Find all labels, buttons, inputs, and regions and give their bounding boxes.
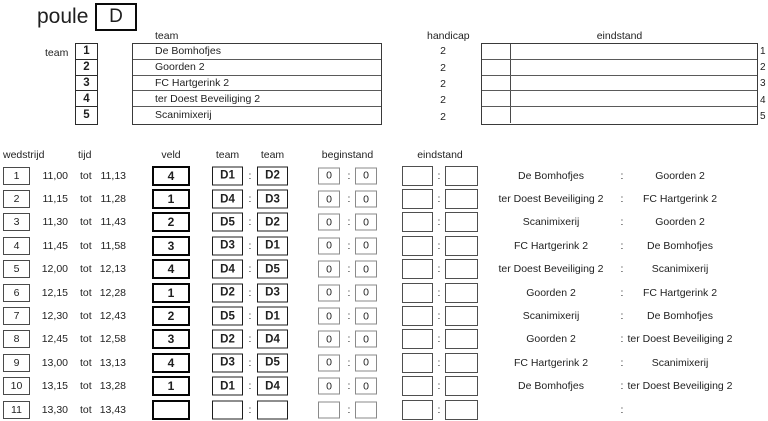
tot-label: tot <box>80 310 92 323</box>
poule-label: poule <box>37 5 89 28</box>
beginstand-colon: : <box>347 263 351 276</box>
home-team-name: Goorden 2 <box>526 286 576 299</box>
tijd-header: tijd <box>78 149 92 161</box>
away-team-name: De Bomhofjes <box>647 239 713 252</box>
eindstand-box-2[interactable] <box>445 166 478 186</box>
team-name-cell[interactable]: FC Hartgerink 2 <box>133 76 381 92</box>
veld-box: 2 <box>152 306 190 326</box>
start-time: 11,30 <box>42 216 68 229</box>
match-number-box: 5 <box>3 260 30 278</box>
matchup-colon: : <box>620 380 624 393</box>
eindstand-box-1[interactable] <box>402 166 433 186</box>
matchup-colon: : <box>620 333 624 346</box>
match-number-box: 8 <box>3 330 30 348</box>
match-number-box: 11 <box>3 401 30 419</box>
eindstand-main-cell[interactable] <box>511 44 757 59</box>
team-number-cell: 3 <box>76 76 97 92</box>
team-names-table <box>132 43 382 125</box>
beginstand-colon: : <box>347 356 351 369</box>
match-number-box: 7 <box>3 307 30 325</box>
team-column-header: team <box>155 30 179 42</box>
team-number-cell: 1 <box>76 44 97 60</box>
tot-label: tot <box>80 263 92 276</box>
match-row <box>0 281 768 304</box>
beginstand-box-1[interactable]: 0 <box>318 284 340 301</box>
beginstand-box-1[interactable]: 0 <box>318 261 340 278</box>
match-schedule <box>0 164 768 421</box>
beginstand-colon: : <box>347 193 351 206</box>
eindstand-box-2[interactable] <box>445 212 478 232</box>
beginstand-box-2[interactable]: 0 <box>355 191 377 208</box>
rank-number: 5 <box>760 111 766 123</box>
away-team-name: Scanimixerij <box>651 356 709 369</box>
match-row <box>0 187 768 210</box>
team1-header: team <box>215 149 240 161</box>
beginstand-box-2[interactable]: 0 <box>355 354 377 371</box>
home-team-name: De Bomhofjes <box>518 380 584 393</box>
team-name-cell[interactable]: Goorden 2 <box>133 60 381 76</box>
eindstand-main-cell[interactable] <box>511 60 757 75</box>
handicap-cell: 2 <box>440 94 446 107</box>
team2-code-box: D5 <box>257 353 288 372</box>
team2-code-box: D5 <box>257 260 288 279</box>
team1-code-box: D1 <box>212 166 243 185</box>
veld-box: 1 <box>152 283 190 303</box>
team-number-cell: 2 <box>76 60 97 76</box>
eindstand-colon: : <box>437 239 441 252</box>
beginstand-box-2[interactable]: 0 <box>355 331 377 348</box>
matchup-colon: : <box>620 263 624 276</box>
team2-code-box: D2 <box>257 213 288 232</box>
team-colon: : <box>248 169 252 182</box>
veld-box: 1 <box>152 376 190 396</box>
tot-label: tot <box>80 286 92 299</box>
veld-box: 2 <box>152 212 190 232</box>
eindstand-box-2[interactable] <box>445 283 478 303</box>
handicap-column-header: handicap <box>427 30 470 42</box>
away-team-name: ter Doest Beveiliging 2 <box>627 380 733 393</box>
wedstrijd-header: wedstrijd <box>3 149 45 161</box>
beginstand-colon: : <box>347 169 351 182</box>
handicap-cell: 2 <box>440 45 446 58</box>
match-number-box: 9 <box>3 354 30 372</box>
beginstand-colon: : <box>347 380 351 393</box>
beginstand-box-1[interactable]: 0 <box>318 214 340 231</box>
eindstand-table <box>481 43 758 125</box>
team2-code-box: D2 <box>257 166 288 185</box>
eindstand-colon: : <box>437 263 441 276</box>
team-colon: : <box>248 263 252 276</box>
beginstand-colon: : <box>347 310 351 323</box>
team1-code-box: D4 <box>212 190 243 209</box>
eindstand-colon: : <box>437 380 441 393</box>
team1-code-box: D3 <box>212 353 243 372</box>
veld-header: veld <box>161 149 181 161</box>
start-time: 11,15 <box>42 193 68 206</box>
eindstand-sub-cell[interactable] <box>482 91 511 106</box>
handicap-cell: 2 <box>440 77 446 90</box>
matchup-colon: : <box>620 286 624 299</box>
team-colon: : <box>248 216 252 229</box>
rank-number: 2 <box>760 62 766 74</box>
start-time: 12,15 <box>41 286 68 299</box>
tot-label: tot <box>80 193 92 206</box>
eindstand-sub-cell[interactable] <box>482 76 511 91</box>
beginstand-header: beginstand <box>321 149 374 161</box>
matchup-colon: : <box>620 356 624 369</box>
team-colon: : <box>248 193 252 206</box>
team1-code-box: D4 <box>212 260 243 279</box>
team-number-cell: 5 <box>83 109 90 122</box>
start-time: 13,00 <box>41 356 68 369</box>
eindstand-box-1[interactable] <box>402 353 433 373</box>
team2-code-box <box>257 400 288 419</box>
matchup-colon: : <box>620 239 624 252</box>
beginstand-box-1[interactable] <box>318 401 340 418</box>
home-team-name: ter Doest Beveiliging 2 <box>498 193 604 206</box>
beginstand-box-2[interactable]: 0 <box>355 308 377 325</box>
eindstand-colon: : <box>437 216 441 229</box>
eindstand-sub-cell[interactable] <box>482 44 511 59</box>
eindstand-sub-cell[interactable] <box>482 107 511 123</box>
start-time: 12,45 <box>41 333 68 346</box>
home-team-name: ter Doest Beveiliging 2 <box>498 263 604 276</box>
match-row <box>0 351 768 374</box>
team-colon: : <box>248 239 252 252</box>
eindstand-colon: : <box>437 403 441 416</box>
start-time: 12,00 <box>41 263 68 276</box>
eindstand-main-cell[interactable] <box>511 76 757 91</box>
eindstand-box-1[interactable] <box>402 283 433 303</box>
start-time: 13,15 <box>41 380 68 393</box>
veld-box: 3 <box>152 329 190 349</box>
match-row <box>0 211 768 234</box>
eindstand-colon: : <box>437 356 441 369</box>
eindstand-sub-cell[interactable] <box>482 60 511 75</box>
away-team-name: Goorden 2 <box>655 169 705 182</box>
team-number-column <box>75 43 98 125</box>
veld-box: 4 <box>152 166 190 186</box>
end-time: 13,43 <box>99 403 126 416</box>
beginstand-box-2[interactable]: 0 <box>355 237 377 254</box>
team2-code-box: D4 <box>257 330 288 349</box>
team-colon: : <box>248 333 252 346</box>
start-time: 12,30 <box>41 310 68 323</box>
match-number-box: 3 <box>3 213 30 231</box>
eindstand-box-2[interactable] <box>445 329 478 349</box>
veld-box: 4 <box>152 353 190 373</box>
eindstand-row <box>482 44 757 60</box>
eindstand-box-2[interactable] <box>445 259 478 279</box>
poule-value-box[interactable]: D <box>95 3 137 31</box>
matchup-colon: : <box>620 193 624 206</box>
beginstand-box-2[interactable]: 0 <box>355 378 377 395</box>
beginstand-box-1[interactable]: 0 <box>318 308 340 325</box>
beginstand-box-2[interactable]: 0 <box>355 284 377 301</box>
away-team-name: Goorden 2 <box>655 216 705 229</box>
beginstand-colon: : <box>347 333 351 346</box>
tot-label: tot <box>80 403 92 416</box>
eindstand-colon: : <box>437 169 441 182</box>
eindstand-box-2[interactable] <box>445 236 478 256</box>
match-row <box>0 375 768 398</box>
end-time: 12,58 <box>99 333 126 346</box>
match-number-box: 6 <box>3 284 30 302</box>
away-team-name: FC Hartgerink 2 <box>642 193 718 206</box>
beginstand-box-1[interactable]: 0 <box>318 167 340 184</box>
team1-code-box: D1 <box>212 377 243 396</box>
away-team-name: Scanimixerij <box>651 263 709 276</box>
end-time: 12,43 <box>99 310 126 323</box>
home-team-name: FC Hartgerink 2 <box>513 356 589 369</box>
team-name-cell[interactable]: De Bomhofjes <box>133 44 381 60</box>
eindstand-colon: : <box>437 286 441 299</box>
beginstand-box-1[interactable]: 0 <box>318 237 340 254</box>
beginstand-box-2[interactable] <box>355 401 377 418</box>
end-time: 12,13 <box>99 263 126 276</box>
match-row <box>0 304 768 327</box>
tot-label: tot <box>80 333 92 346</box>
match-number-box: 2 <box>3 190 30 208</box>
away-team-name: De Bomhofjes <box>647 310 713 323</box>
beginstand-box-1[interactable]: 0 <box>318 354 340 371</box>
rank-number: 3 <box>760 78 766 90</box>
away-team-name: ter Doest Beveiliging 2 <box>627 333 733 346</box>
veld-box: 1 <box>152 189 190 209</box>
eindstand-row <box>482 107 757 123</box>
end-time: 11,43 <box>100 216 126 229</box>
veld-box: 3 <box>152 236 190 256</box>
end-time: 12,28 <box>99 286 126 299</box>
team1-code-box: D5 <box>212 307 243 326</box>
eindstand-header: eindstand <box>417 149 463 161</box>
match-row <box>0 398 768 421</box>
eindstand-box-1[interactable] <box>402 212 433 232</box>
beginstand-box-2[interactable]: 0 <box>355 214 377 231</box>
handicap-column <box>430 43 456 125</box>
eindstand-colon: : <box>437 310 441 323</box>
end-time: 11,58 <box>100 239 126 252</box>
eindstand-box-2[interactable] <box>445 306 478 326</box>
team-colon: : <box>248 403 252 416</box>
tot-label: tot <box>80 169 92 182</box>
team1-code-box: D2 <box>212 283 243 302</box>
rank-column <box>760 43 768 125</box>
start-time: 13,30 <box>41 403 68 416</box>
rank-number: 1 <box>760 45 766 57</box>
end-time: 13,28 <box>99 380 126 393</box>
eindstand-main-cell[interactable] <box>511 91 757 106</box>
team-name-cell[interactable]: ter Doest Beveiliging 2 <box>133 91 381 107</box>
eindstand-box-1[interactable] <box>402 189 433 209</box>
match-row <box>0 234 768 257</box>
eindstand-box-2[interactable] <box>445 189 478 209</box>
beginstand-box-1[interactable]: 0 <box>318 378 340 395</box>
team-name-cell[interactable]: Scanimixerij <box>155 109 212 122</box>
start-time: 11,45 <box>42 239 68 252</box>
beginstand-colon: : <box>347 239 351 252</box>
team2-header: team <box>260 149 285 161</box>
team2-code-box: D3 <box>257 190 288 209</box>
team-colon: : <box>248 286 252 299</box>
veld-box <box>152 400 190 420</box>
team1-code-box <box>212 400 243 419</box>
team-side-label: team <box>45 47 69 59</box>
end-time: 11,28 <box>100 193 126 206</box>
eindstand-box-1[interactable] <box>402 329 433 349</box>
eindstand-box-1[interactable] <box>402 236 433 256</box>
tot-label: tot <box>80 216 92 229</box>
matchup-colon: : <box>620 310 624 323</box>
team2-code-box: D1 <box>257 236 288 255</box>
handicap-cell: 2 <box>440 61 446 74</box>
eindstand-colon: : <box>437 333 441 346</box>
team-colon: : <box>248 310 252 323</box>
match-row <box>0 258 768 281</box>
eindstand-box-2[interactable] <box>445 376 478 396</box>
tot-label: tot <box>80 239 92 252</box>
team1-code-box: D2 <box>212 330 243 349</box>
team-number-cell: 4 <box>76 91 97 107</box>
matchup-colon: : <box>620 169 624 182</box>
home-team-name: FC Hartgerink 2 <box>513 239 589 252</box>
beginstand-colon: : <box>347 403 351 416</box>
start-time: 11,00 <box>42 169 68 182</box>
eindstand-column-header: eindstand <box>596 30 643 42</box>
veld-box: 4 <box>152 259 190 279</box>
eindstand-box-1[interactable] <box>402 376 433 396</box>
beginstand-colon: : <box>347 216 351 229</box>
eindstand-row <box>482 76 757 92</box>
eindstand-box-1[interactable] <box>402 400 433 420</box>
match-row <box>0 328 768 351</box>
eindstand-box-2[interactable] <box>445 353 478 373</box>
team-colon: : <box>248 380 252 393</box>
beginstand-box-1[interactable]: 0 <box>318 331 340 348</box>
home-team-name: Scanimixerij <box>522 216 580 229</box>
team2-code-box: D4 <box>257 377 288 396</box>
match-number-box: 1 <box>3 167 30 185</box>
eindstand-box-1[interactable] <box>402 259 433 279</box>
end-time: 11,13 <box>100 169 126 182</box>
tot-label: tot <box>80 356 92 369</box>
eindstand-row <box>482 91 757 107</box>
eindstand-box-2[interactable] <box>445 400 478 420</box>
eindstand-box-1[interactable] <box>402 306 433 326</box>
rank-number: 4 <box>760 94 766 106</box>
eindstand-colon: : <box>437 193 441 206</box>
match-number-box: 10 <box>3 377 30 395</box>
beginstand-colon: : <box>347 286 351 299</box>
end-time: 13,13 <box>99 356 126 369</box>
match-number-box: 4 <box>3 237 30 255</box>
beginstand-box-2[interactable]: 0 <box>355 167 377 184</box>
eindstand-main-cell[interactable] <box>511 107 757 123</box>
beginstand-box-1[interactable]: 0 <box>318 191 340 208</box>
team1-code-box: D5 <box>212 213 243 232</box>
home-team-name: Scanimixerij <box>522 310 580 323</box>
team1-code-box: D3 <box>212 236 243 255</box>
away-team-name: FC Hartgerink 2 <box>642 286 718 299</box>
eindstand-row <box>482 60 757 76</box>
team2-code-box: D1 <box>257 307 288 326</box>
matchup-colon: : <box>620 403 624 416</box>
home-team-name: De Bomhofjes <box>518 169 584 182</box>
team-colon: : <box>248 356 252 369</box>
team2-code-box: D3 <box>257 283 288 302</box>
match-row <box>0 164 768 187</box>
tot-label: tot <box>80 380 92 393</box>
matchup-colon: : <box>620 216 624 229</box>
beginstand-box-2[interactable]: 0 <box>355 261 377 278</box>
handicap-cell: 2 <box>440 110 446 123</box>
home-team-name: Goorden 2 <box>526 333 576 346</box>
